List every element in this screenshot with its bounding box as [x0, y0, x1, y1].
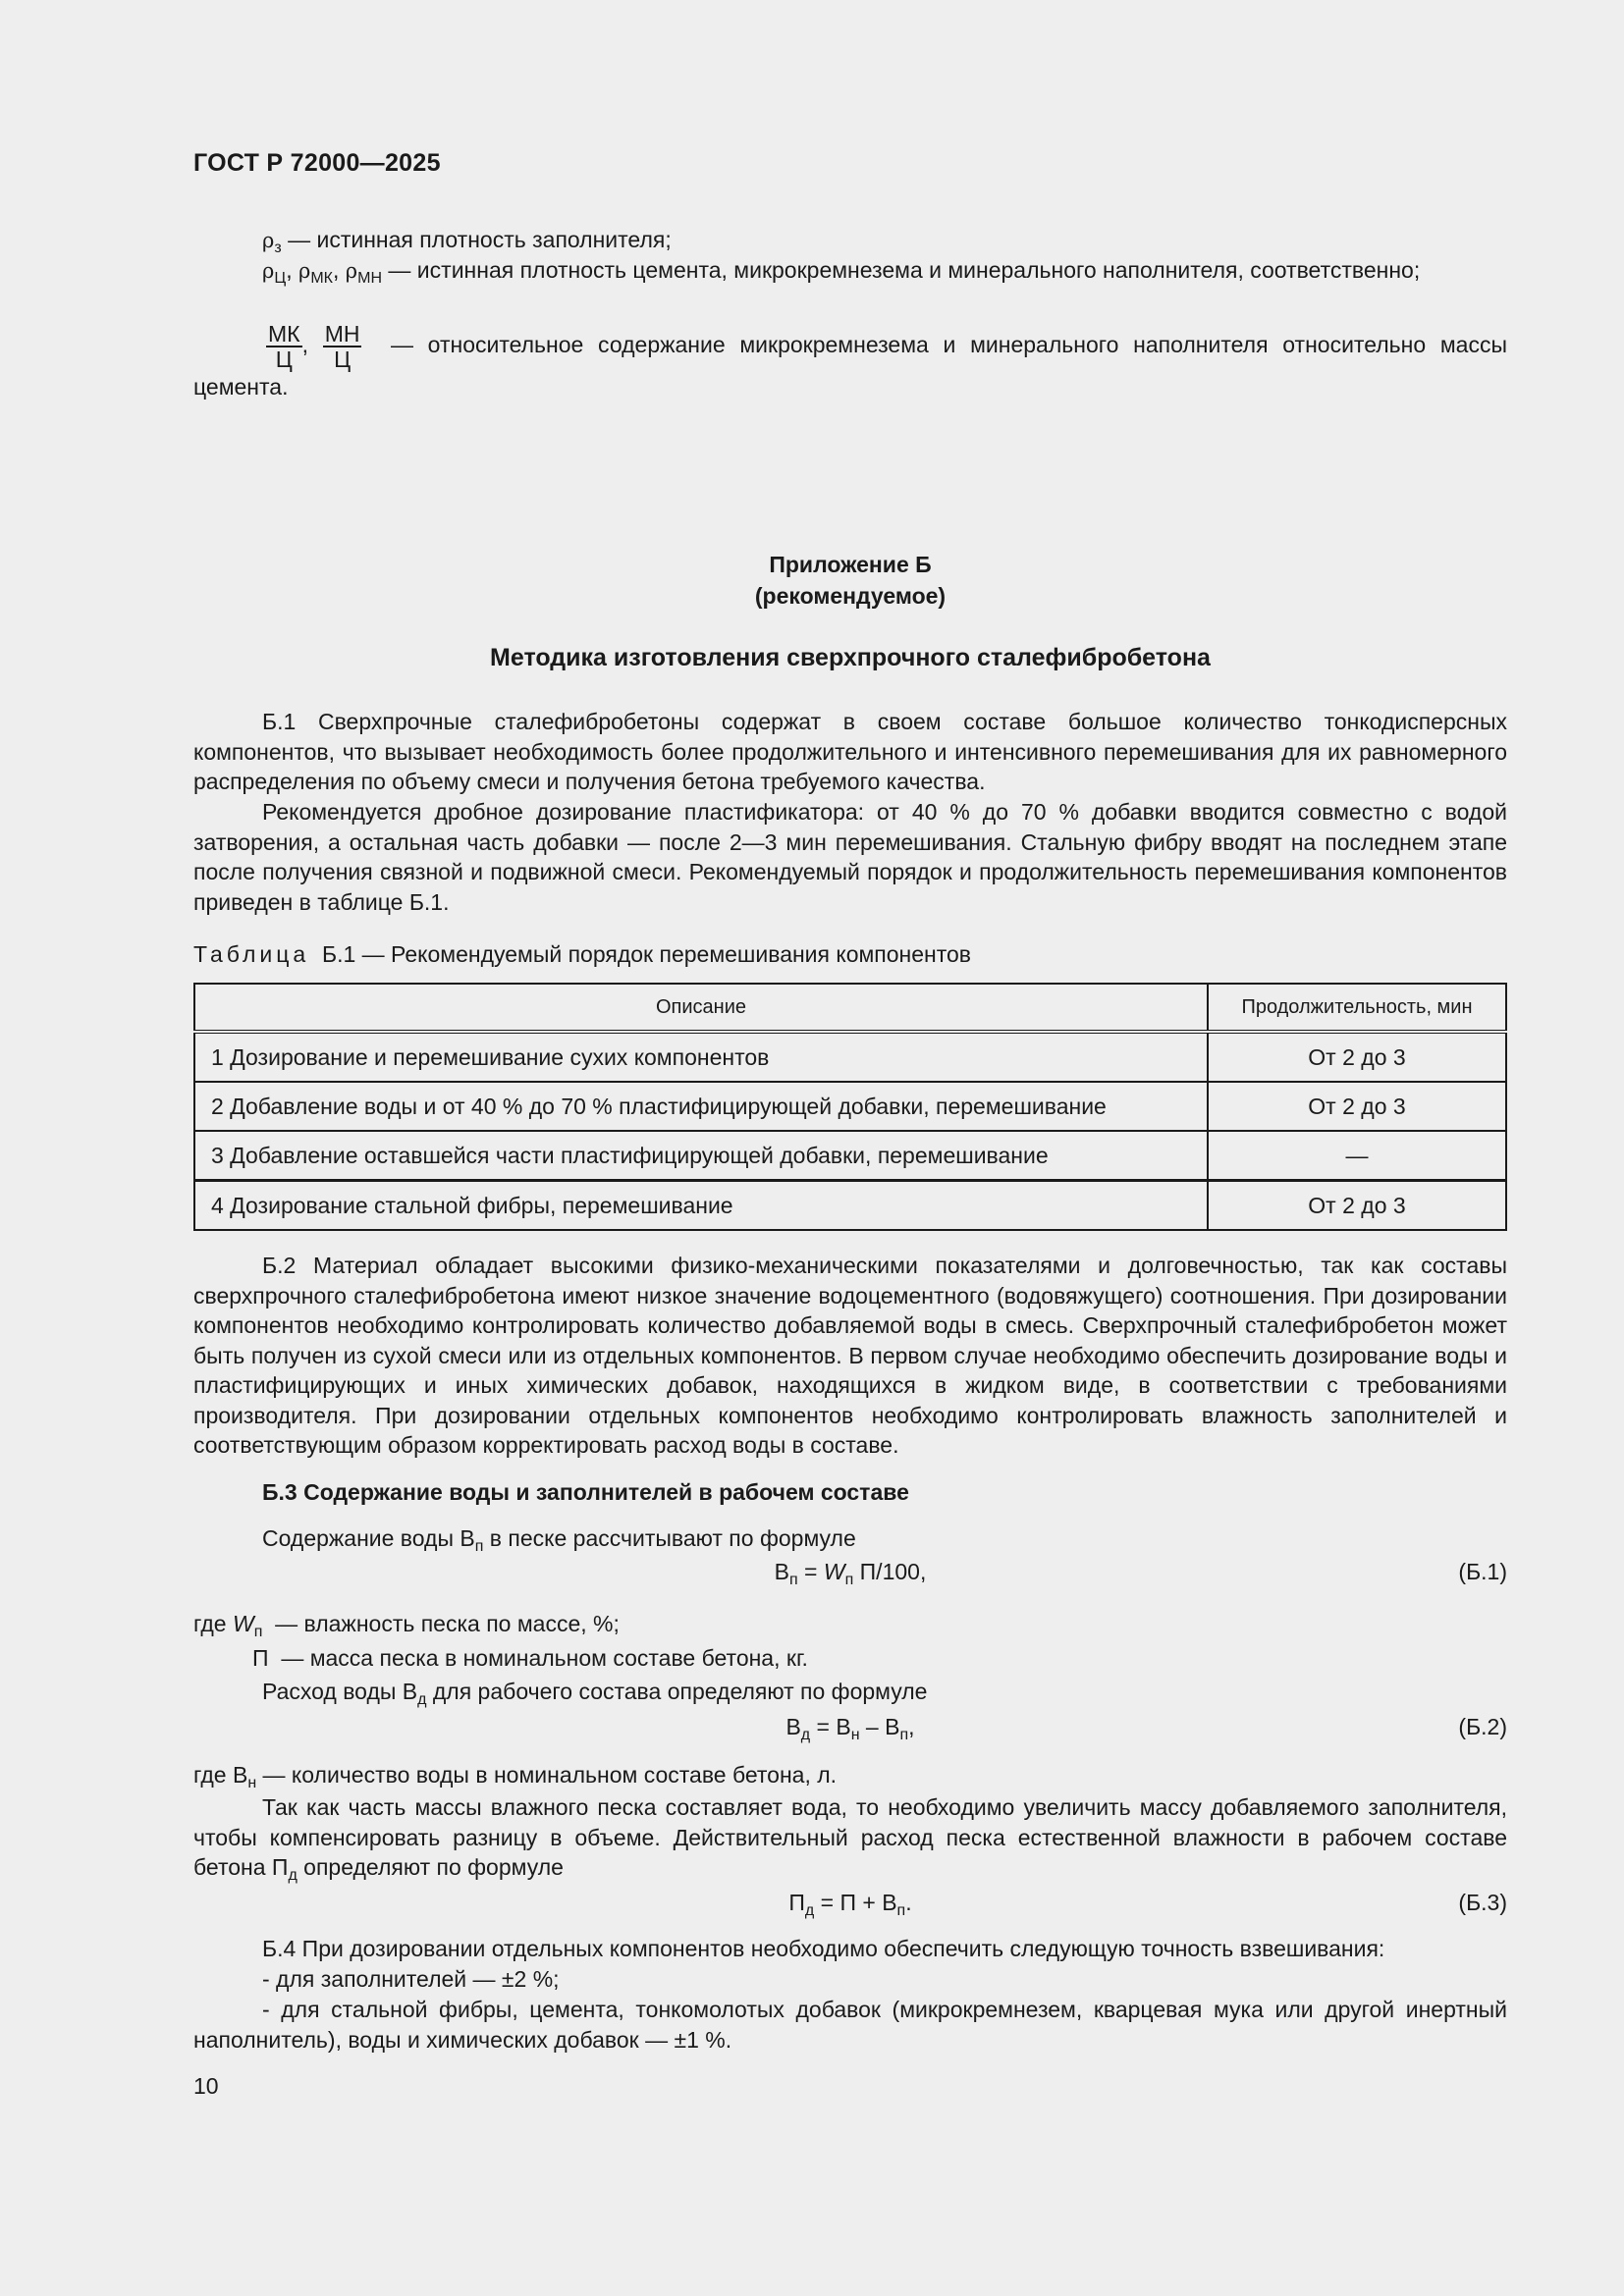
page-number: 10: [193, 2073, 219, 2099]
fraction-mn-c: $\frac{МН}{Ц}$: [324, 321, 360, 372]
def-fractions: $\frac{МК}{Ц}$ , $\frac{МН}{Ц}$ — относительное содержание микрокремнезема и минерального наполнителя относительно массы цемента.: [193, 321, 1507, 400]
table-caption: Таблица Б.1 — Рекомендуемый порядок перемешивания компонентов: [193, 941, 972, 967]
def-w: где $W_п$ — влажность песка по массе, %;: [193, 1611, 620, 1640]
row-description: 4 Дозирование стальной фибры, перемешивание: [194, 1181, 1208, 1231]
def-rho-z: $\rho_з$ — истинная плотность заполнителя;: [262, 227, 672, 256]
row-description: 2 Добавление воды и от 40 % до 70 % пластифицирующей добавки, перемешивание: [194, 1082, 1208, 1131]
paragraph-b1: Б.1 Сверхпрочные сталефибробетоны содержат в своем составе большое количество тонкодисперсных компонентов, что вызывает необходимость более продолжительного и интенсивного перемешивания для их равномерного распределения по объему смеси и получения бетона требуемого качества.: [193, 709, 1507, 794]
b3-intro-consumption: Расход воды $В_д$ для рабочего состава определяют по формуле: [262, 1679, 928, 1708]
equation-b3: [193, 1890, 1507, 1919]
equation-b2: [193, 1714, 1507, 1743]
b4-item-fiber: - для стальной фибры, цемента, тонкомолотых добавок (микрокремнезем, кварцевая мука или другой инертный наполнитель), воды и химических добавок — ±1 %.: [193, 1997, 1507, 2053]
standard-header: ГОСТ Р 72000—2025: [193, 149, 441, 177]
table-row: [194, 1131, 1506, 1181]
col-header-duration: Продолжительность, мин: [1208, 984, 1506, 1032]
def-p: П — масса песка в номинальном составе бетона, кг.: [252, 1645, 808, 1671]
row-duration: —: [1208, 1131, 1506, 1181]
row-description: 1 Дозирование и перемешивание сухих компонентов: [194, 1032, 1208, 1082]
def-vn: где $В_н$ — количество воды в номинальном составе бетона, л.: [193, 1762, 838, 1791]
table-row: [194, 1181, 1506, 1231]
row-duration: От 2 до 3: [1208, 1082, 1506, 1131]
b4-item-aggregates: - для заполнителей — ±2 %;: [262, 1966, 560, 1992]
appendix-status: (рекомендуемое): [754, 583, 947, 609]
equation-b1: [193, 1559, 1507, 1588]
fraction-mk-c: $\frac{МК}{Ц}$: [268, 321, 300, 372]
col-header-description: Описание: [194, 984, 1208, 1032]
section-b3-heading: Б.3 Содержание воды и заполнителей в рабочем составе: [262, 1479, 909, 1505]
def-rho-list: $\rho_Ц$, $\rho_{МК}$, $\rho_{МН}$ — истинная плотность цемента, микрокремнезема и минерального наполнителя, соответственно;: [262, 257, 1421, 287]
paragraph-b2: Б.2 Материал обладает высокими физико-механическими показателями и долговечностью, так как составы сверхпрочного сталефибробетона имеют низкое значение водоцементного (водовяжущего) соотношения. При дозировании компонентов необходимо контролировать количество добавляемой воды в смесь. Сверхпрочный сталефибробетон может быть получен из сухой смеси или из отдельных компонентов. В первом случае необходимо обеспечить дозирование воды и пластифицирующих и иных химических добавок, находящихся в жидком виде, в соответствии с требованиями производителя. При дозировании отдельных компонентов необходимо контролировать влажность заполнителей и соответствующим образом корректировать расход воды в составе.: [193, 1253, 1507, 1458]
appendix-title: Методика изготовления сверхпрочного сталефибробетона: [490, 644, 1211, 671]
formula: $В_д = В_н - В_п$,: [785, 1714, 915, 1743]
table-row: [194, 1032, 1506, 1082]
equation-number: (Б.1): [1458, 1559, 1507, 1584]
table-row: [194, 1082, 1506, 1131]
paragraph-b1-cont: Рекомендуется дробное дозирование пластификатора: от 40 % до 70 % добавки вводится совместно с водой затворения, а остальная часть добавки — после 2—3 мин перемешивания. Стальную фибру вводят на последнем этапе после получения связной и подвижной смеси. Рекомендуемый порядок и продолжительность перемешивания компонентов приведен в таблице Б.1.: [193, 799, 1507, 915]
b3-intro-water: Содержание воды $В_п$ в песке рассчитывают по формуле: [262, 1525, 856, 1555]
row-duration: От 2 до 3: [1208, 1181, 1506, 1231]
equation-number: (Б.3): [1458, 1890, 1507, 1915]
equation-number: (Б.2): [1458, 1714, 1507, 1739]
row-duration: От 2 до 3: [1208, 1032, 1506, 1082]
paragraph-b3-sand: Так как часть массы влажного песка составляет вода, то необходимо увеличить массу добавляемого заполнителя, чтобы компенсировать разницу в объеме. Действительный расход песка естественной влажности в рабочем составе бетона $П_д$ определяют по формуле: [193, 1794, 1507, 1884]
row-description: 3 Добавление оставшейся части пластифицирующей добавки, перемешивание: [194, 1131, 1208, 1181]
formula: $В_п = W_п$ П/100,: [774, 1559, 927, 1588]
formula: $П_д = П + В_п$.: [788, 1890, 912, 1919]
mixing-table: [193, 983, 1507, 1231]
paragraph-b4: Б.4 При дозировании отдельных компонентов необходимо обеспечить следующую точность взвешивания:: [262, 1936, 1385, 1961]
appendix-name: Приложение Б: [769, 552, 932, 577]
